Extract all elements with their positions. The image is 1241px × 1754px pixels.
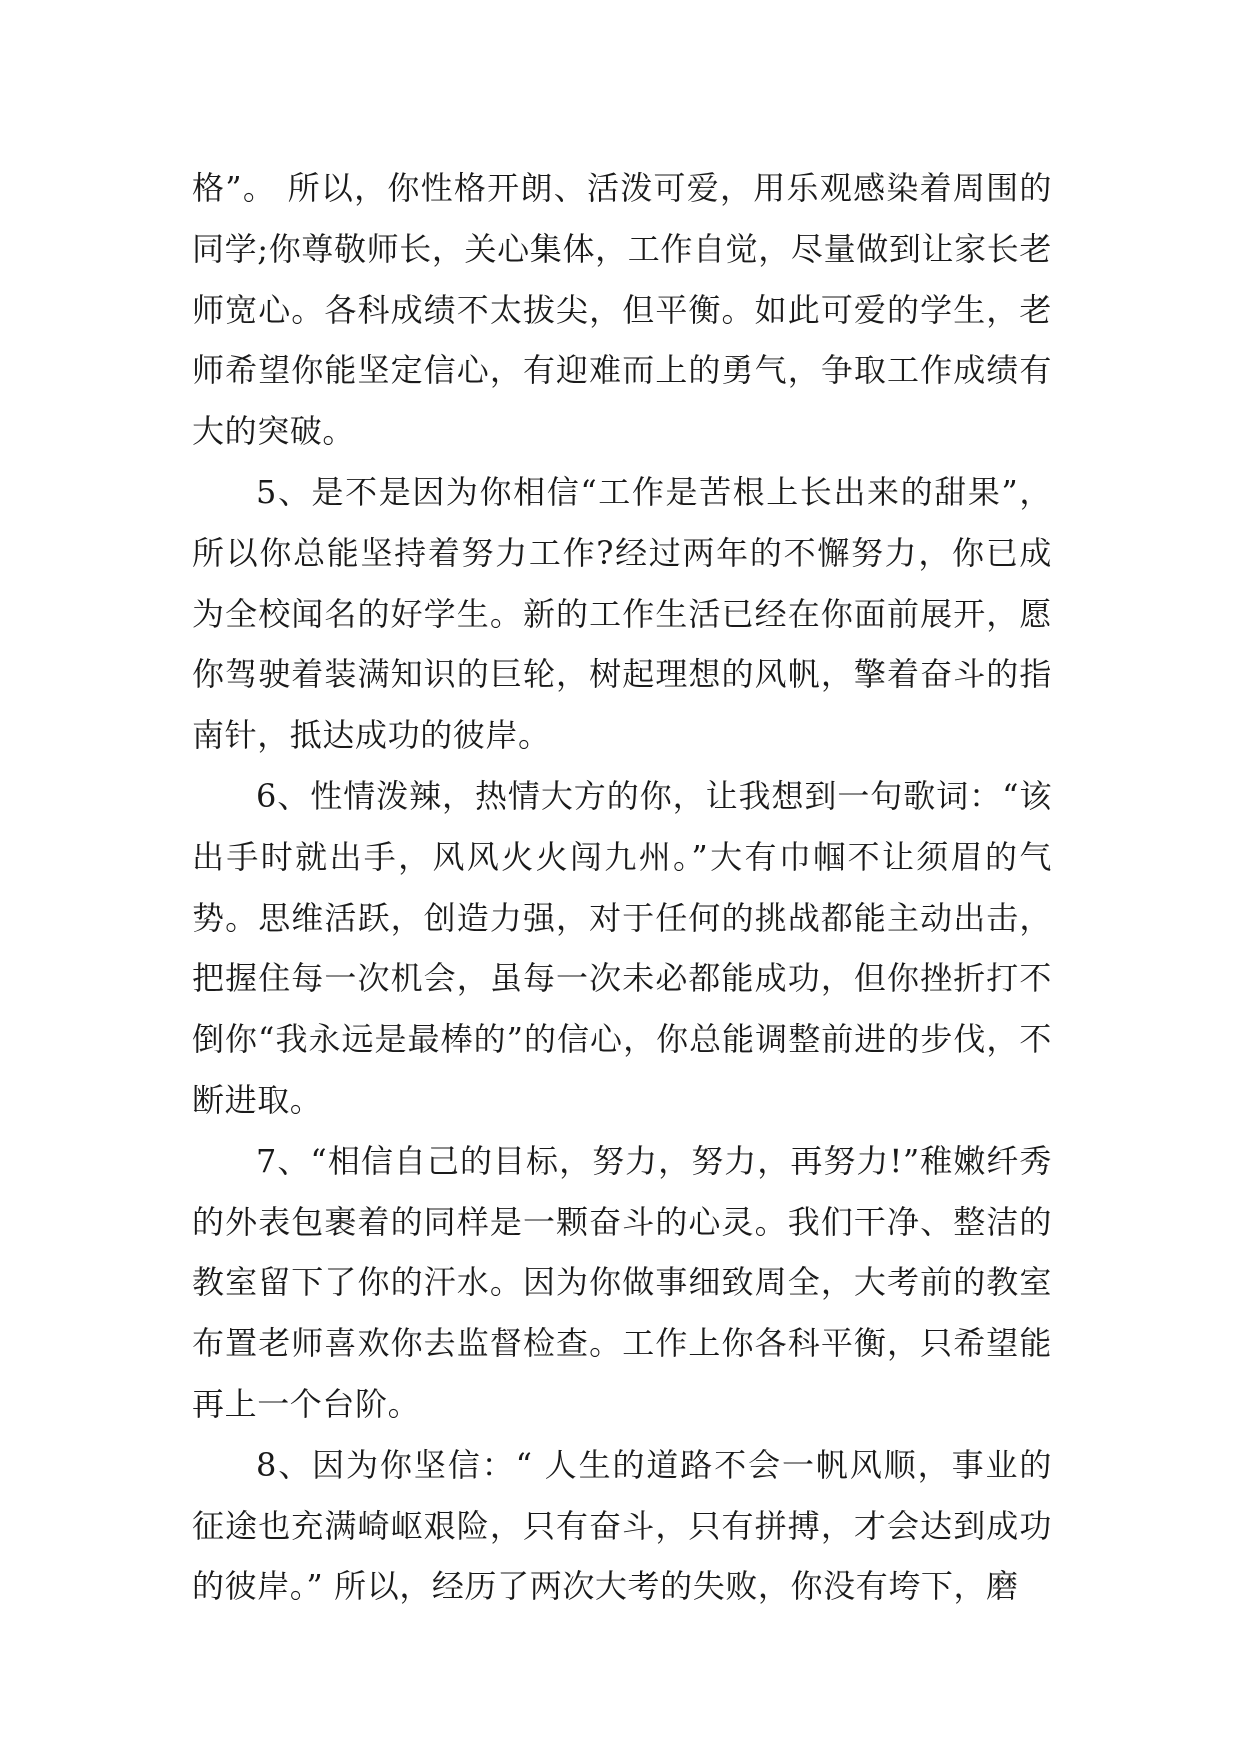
paragraph-item-8: 8、因为你坚信：“ 人生的道路不会一帆风顺，事业的征途也充满崎岖艰险，只有奋斗，只有拼搏，才会达到成功的彼岸。” 所以，经历了两次大考的失败，你没有垮下，磨 [192, 1445, 1052, 1606]
document-body [192, 158, 1052, 1617]
paragraph-item-7: 7、“相信自己的目标，努力，努力，再努力!”稚嫩纤秀的外表包裹着的同样是一颗奋斗的心灵。我们干净、整洁的教室留下了你的汗水。因为你做事细致周全，大考前的教室布置老师喜欢你去监督检查。工作上你各科平衡，只希望能再上一个台阶。 [192, 1141, 1052, 1423]
paragraph-continuation: 格”。 所以，你性格开朗、活泼可爱，用乐观感染着周围的同学;你尊敬师长，关心集体，工作自觉，尽量做到让家长老师宽心。各科成绩不太拔尖，但平衡。如此可爱的学生，老师希望你能坚定信心，有迎难而上的勇气，争取工作成绩有大的突破。 [192, 169, 1052, 451]
paragraph-item-5: 5、是不是因为你相信“工作是苦根上长出来的甜果”，所以你总能坚持着努力工作?经过两年的不懈努力，你已成为全校闻名的好学生。新的工作生活已经在你面前展开，愿你驾驶着装满知识的巨轮，树起理想的风帆，擎着奋斗的指南针，抵达成功的彼岸。 [192, 472, 1052, 755]
paragraph-item-6: 6、性情泼辣，热情大方的你，让我想到一句歌词：“该出手时就出手，风风火火闯九州。”大有巾帼不让须眉的气势。思维活跃，创造力强，对于任何的挑战都能主动出击，把握住每一次机会，虽每一次未必都能成功，但你挫折打不倒你“我永远是最棒的”的信心，你总能调整前进的步伐，不断进取。 [192, 776, 1052, 1119]
